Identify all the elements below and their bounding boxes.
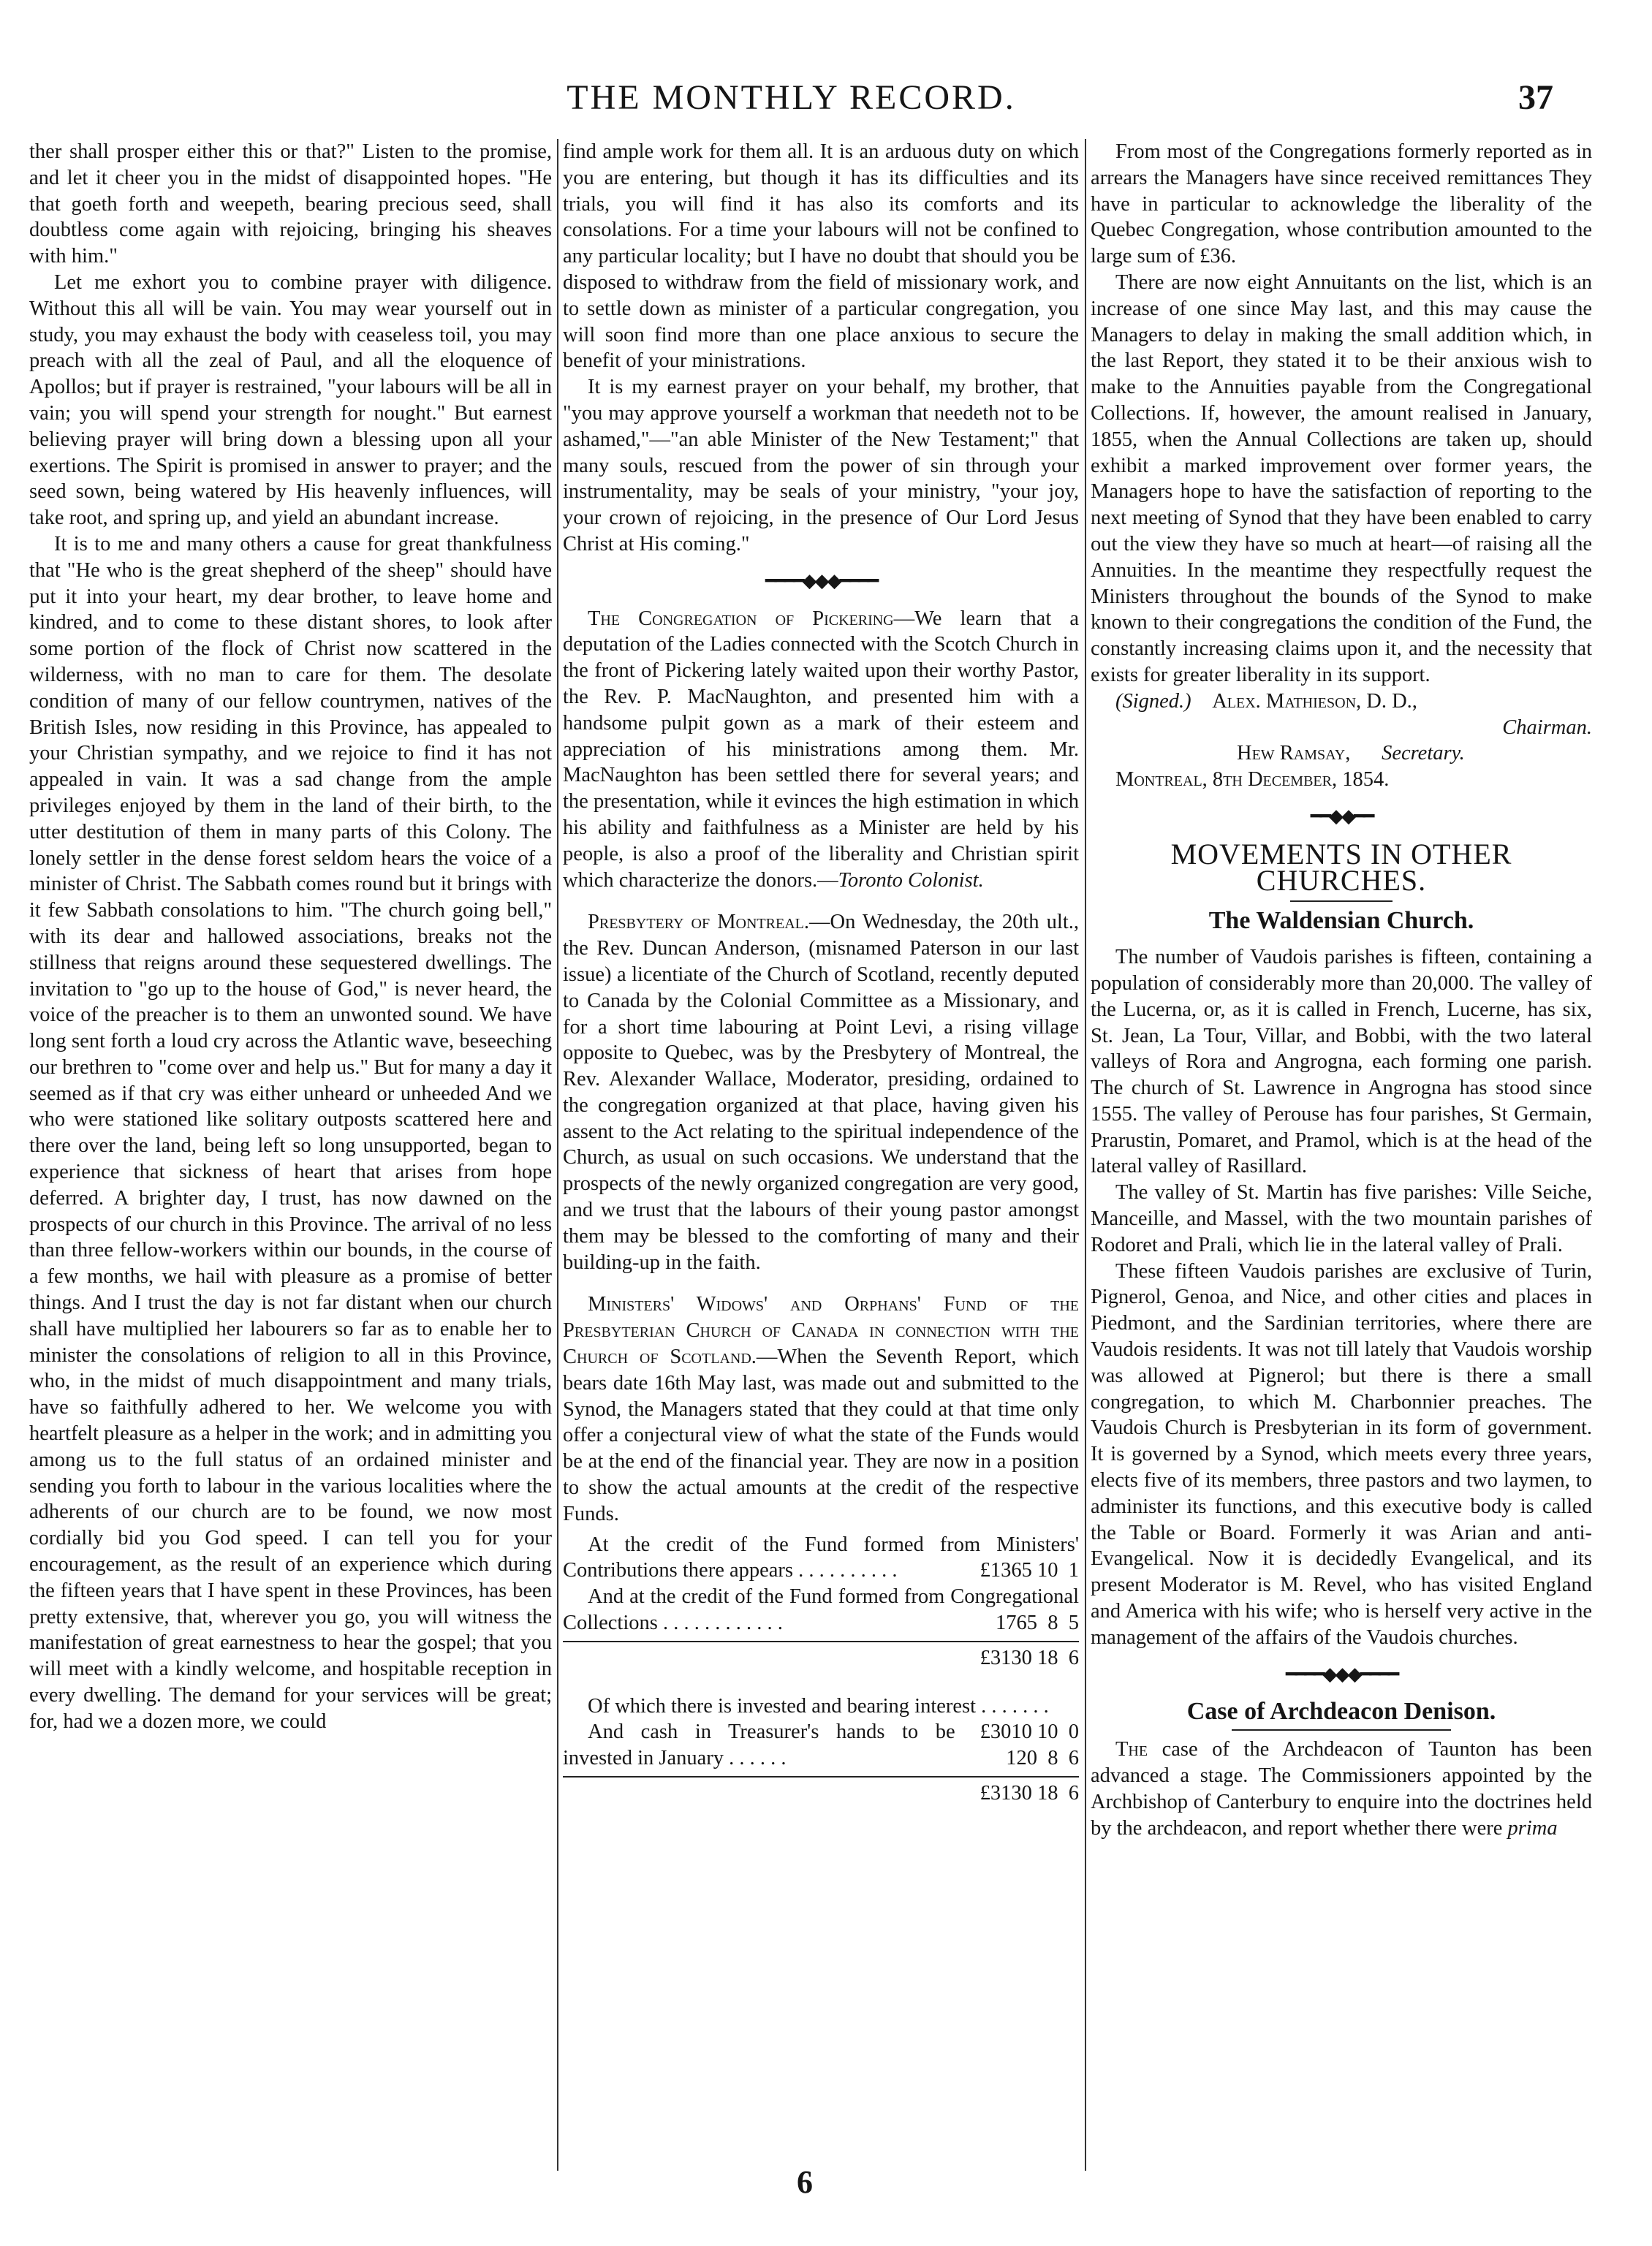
fund-total: £3130 18 6	[563, 1776, 1079, 1807]
section-ornament: ━━━━◆◆◆━━━━	[1285, 1663, 1398, 1685]
fund-amount: £1365 10 1	[980, 1559, 1079, 1582]
article-body: —When the Seventh Report, which bears date 16th May last, was made out and submitted to the Synod, the Managers stated that they could at that time only offer a conjectural view of what the state of the Funds would be at the end of the financial year. They are now in a position to show the actual amounts at the credit of the respective Funds.	[563, 1346, 1079, 1525]
secretary-title: Secretary.	[1382, 742, 1465, 765]
article-body: —We learn that a deputation of the Ladies connected with the Scotch Church in the front of Pickering lately waited upon their worthy Pastor, the Rev. P. MacNaughton, and presented him with a handsome pulpit gown as a mark of their esteem and appreciation of his ministrations among them. Mr. MacNaughton has been settled there for several years; and the presentation, while it evinces the high estimation in which his ability and faithfulness as a Minister are held by his people, is also a proof of the liberality and Christian spirit which characterize the donors.—	[563, 607, 1079, 892]
signature-mark: 6	[797, 2164, 813, 2200]
column-1	[29, 139, 552, 2171]
paragraph: From most of the Congregations formerly reported as in arrears the Managers have since received remittances They have in particular to acknowledge the liberality of the Quebec Congregation, whose contribution amounted to the large sum of £36.	[1091, 140, 1592, 268]
paragraph: It is to me and many others a cause for great thankfulness that "He who is the great shepherd of the sheep" should have put it into your heart, my dear brother, to leave home and kindred, and to come to these distant shores, to look after some portion of the flock of Christ now scattered in the wilderness, with no man to care for them. The desolate condition of many of our fellow countrymen, natives of the British Isles, now residing in this Province, has appealed to your Christian sympathy, and we rejoice to find it has not appealed in vain. It was a sad change from the ample privileges enjoyed by them in the land of their birth, to the utter destitution of them in many parts of this Colony. The lonely settler in the dense forest seldom hears the voice of a minister of Christ. The Sabbath comes round but it brings with it few Sabbath consolations to him. "The church going bell," with its dear and hallowed associations, breaks not the stillness that reigns around these sequestered dwellings. The invitation to "go up to the house of God," is never heard, the voice of the preacher is to them an unwonted sound. We have long sent forth a loud cry across the Atlantic wave, beseeching our brethren to "come over and help us." But for many a day it seemed as if that cry was either unheard or unheeded And we who were stationed like solitary outposts scattered here and there over the land, being left so long unsupported, began to experience that sickness of heart that arises from hope deferred. A brighter day, I trust, has now dawned on the prospects of our church in this Province. The arrival of no less than three fellow-workers within our bounds, in the course of a few months, we hail with pleasure as a promise of better things. And I trust the day is not far distant when our church shall have multiplied her labourers so far as to enable her to minister the consolations of religion to all in this Province, who, in the midst of much disappointment and many trials, have so faithfully adhered to her. We welcome you with heartfelt pleasure as a helper in the work; and in admitting you among us to the full status of an ordained minister and sending you forth to labour in the various localities where the adherents of our church are to be found, we now most cordially bid you God speed. I can tell you for your encouragement, as the result of an experience which during the fifteen years that I have spent in these Provinces, has been pretty extensive, that, wherever you go, you will witness the manifestation of great earnestness to hear the gospel; that you will meet with a kindly welcome, and hospitable reception in every dwelling. The demand for your services will be great; for, had we a dozen more, we could	[29, 532, 552, 1733]
paragraph: It is my earnest prayer on your behalf, my brother, that "you may approve yourself a workman that needeth not to be ashamed,"—"an able Minister of the New Testament;" that many souls, rescued from the power of sin through your instrumentality, may be seals of your ministry, "your joy, your crown of rejoicing, in the presence of Our Lord Jesus Christ at His coming."	[563, 376, 1079, 555]
article-widows-fund	[563, 1291, 1079, 1527]
page-header	[29, 61, 1553, 142]
fund-statement	[563, 1532, 1079, 1807]
fund-row	[563, 1584, 1079, 1636]
paragraph	[1091, 1737, 1592, 1841]
section-ornament: ━━◆◆━━	[1310, 805, 1373, 827]
article-source: Toronto Colonist.	[838, 868, 984, 892]
short-rule	[1290, 900, 1393, 902]
short-rule	[1232, 1729, 1451, 1731]
fund-label: Of which there is invested and bearing interest . . . . . . .	[588, 1694, 1049, 1718]
fund-label: At the credit of the Fund formed from Ministers' Contributions there appears . . . . . . . . . .	[563, 1533, 1079, 1582]
secretary-name: Hew Ramsay,	[1237, 742, 1351, 765]
lead-word: The	[1115, 1738, 1148, 1761]
signed-label: (Signed.)	[1115, 689, 1191, 713]
article-heading: Ministers' Widows' and Orphans' Fund of the Presbyterian Church of Canada in connection with the Church of Scotland.	[563, 1293, 1079, 1369]
article-body: —On Wednesday, the 20th ult., the Rev. Duncan Anderson, (misnamed Paterson in our last issue) a licentiate of the Church of Scotland, recently deputed to Canada by the Colonial Committee as a Missionary, and for a short time labouring at Point Levi, a rising village opposite to Quebec, was by the Presbytery of Montreal, the Rev. Alexander Wallace, Moderator, presiding, ordained to the congregation organized at that place, having given his assent to the Act relating to the spiritual independence of the Church, as usual on such occasions. We understand that the prospects of the newly organized congregation are very good, and we trust that the labours of their young pastor amongst them may be blessed to the comforting of many and their building-up in the faith.	[563, 911, 1079, 1274]
column-2	[563, 139, 1079, 2171]
article-pickering	[563, 606, 1079, 894]
chairman-title: Chairman.	[1502, 716, 1592, 739]
column-rule	[1085, 139, 1086, 2171]
section-heading: MOVEMENTS IN OTHER CHURCHES.	[1170, 837, 1512, 897]
article-presbytery	[563, 909, 1079, 1275]
paragraph: These fifteen Vaudois parishes are exclusive of Turin, Pignerol, Genoa, and Nice, and other cities and places in Piedmont, and the Sardinian territories, where there are Vaudois residents. It was not till lately that Vaudois worship was allowed at Pignerol; but there is there a small congregation, to which M. Charbonnier preaches. The Vaudois Church is Presbyterian in its form of government. It is governed by a Synod, which meets every three years, elects five of its members, three pastors and two laymen, to administer its functions, and this executive body is called the Table or Board. Formerly it was Arian and anti-Evangelical. Now it is decidedly Evangelical, and its present Moderator is M. Revel, who has visited England and America with his wife; who is herself very active in the management of the affairs of the Vaudois churches.	[1091, 1259, 1592, 1649]
column-rule	[557, 139, 558, 2171]
page-number: 37	[1518, 78, 1553, 117]
running-title: THE MONTHLY RECORD.	[567, 78, 1016, 117]
fund-total: £3130 18 6	[563, 1641, 1079, 1672]
fund-amount: £3010 10 0	[980, 1720, 1079, 1744]
paragraph-end: prima	[1507, 1816, 1558, 1840]
fund-amount: 1765 8 5	[996, 1612, 1079, 1635]
fund-amount: 120 8 6	[1006, 1747, 1079, 1770]
fund-row	[563, 1693, 1079, 1744]
paragraph: The valley of St. Martin has five parishes: Ville Seiche, Manceille, and Massel, with the two mountain parishes of Rodoret and Prali, which lie in the lateral valley of Prali.	[1091, 1181, 1592, 1256]
signature-line	[1091, 688, 1592, 715]
secretary-line	[1091, 740, 1592, 767]
date-line: Montreal, 8th December, 1854.	[1115, 768, 1390, 792]
column-3	[1091, 139, 1592, 2171]
chairman-name: Alex. Mathieson, D. D.,	[1212, 689, 1417, 713]
paragraph: ther shall prosper either this or that?" Listen to the promise, and let it cheer you in the midst of disappointed hopes. "He that goeth forth and weepeth, bearing precious seed, shall doubtless come again with rejoicing, bringing his sheaves with him."	[29, 140, 552, 268]
signature-title	[1091, 715, 1592, 741]
paragraph: find ample work for them all. It is an arduous duty on which you are entering, but though it has its difficulties and its trials, you will find it has also its comforts and its consolations. For a time your labours will not be confined to any particular locality; but I have no doubt that should you be disposed to withdraw from the field of missionary work, and to settle down as minister of a particular congregation, you will soon find more than one place anxious to secure the benefit of your ministrations.	[563, 140, 1079, 373]
fund-label: And at the credit of the Fund formed from Congregational Collections . . . . . . . . . . . .	[563, 1585, 1079, 1635]
section-ornament: ━━━━◆◆◆━━━━	[765, 569, 877, 591]
fund-row	[563, 1532, 1079, 1585]
paragraph-body: case of the Archdeacon of Taunton has been advanced a stage. The Commissioners appointed by the Archbishop of Canterbury to enquire into the doctrines held by the archdeacon, and report whether there were	[1091, 1738, 1592, 1840]
article-heading: The Congregation of Pickering	[588, 607, 894, 630]
subsection-heading: Case of Archdeacon Denison.	[1186, 1698, 1496, 1726]
paragraph: Let me exhort you to combine prayer with diligence. Without this all will be vain. You may wear yourself out in study, you may exhaust the body with ceaseless toil, you may preach with all the zeal of Paul, and all the eloquence of Apollos; but if prayer is restrained, "your labours will be all in vain; you will spend your strength for nought." But earnest believing prayer will bring down a blessing upon all your exertions. The Spirit is promised in answer to prayer; and the seed sown, being watered by His heavenly influences, will take root, and spring up, and yield an abundant increase.	[29, 270, 552, 530]
article-heading: Presbytery of Montreal.	[588, 911, 809, 934]
paragraph: There are now eight Annuitants on the list, which is an increase of one since May last, and this may cause the Managers to delay in making the small addition which, in the last Report, they stated it to be their anxious wish to make to the Annuities payable from the Congregational Collections. If, however, the amount realised in January, 1855, when the Annual Collections are taken up, should exhibit a marked improvement over former years, the Managers hope to have the satisfaction of reporting to the next meeting of Synod that they have been enabled to carry out the view they have so much at heart—of raising all the Annuities. In the meantime they respectfully request the Ministers throughout the bounds of the Synod to make known to their congregations the condition of the Fund, the constantly increasing claims upon it, and the necessity that exists for greater liberality in its support.	[1091, 270, 1592, 686]
fund-label: And cash in Treasurer's hands to be invested in January . . . . . .	[563, 1720, 955, 1770]
subsection-heading: The Waldensian Church.	[1208, 907, 1474, 935]
paragraph: The number of Vaudois parishes is fifteen, containing a population of considerably more than 20,000. The valley of the Lucerna, or, as it is called in French, Lucerne, has six, St. Jean, La Tour, Villar, and Bobbi, with the two lateral valleys of Rora and Angrogna, each forming one parish. The church of St. Lawrence in Angrogna has stood since 1555. The valley of Perouse has four parishes, St Germain, Prarustin, Pomaret, and Pramol, which is at the head of the lateral valley of Rasillard.	[1091, 946, 1592, 1178]
